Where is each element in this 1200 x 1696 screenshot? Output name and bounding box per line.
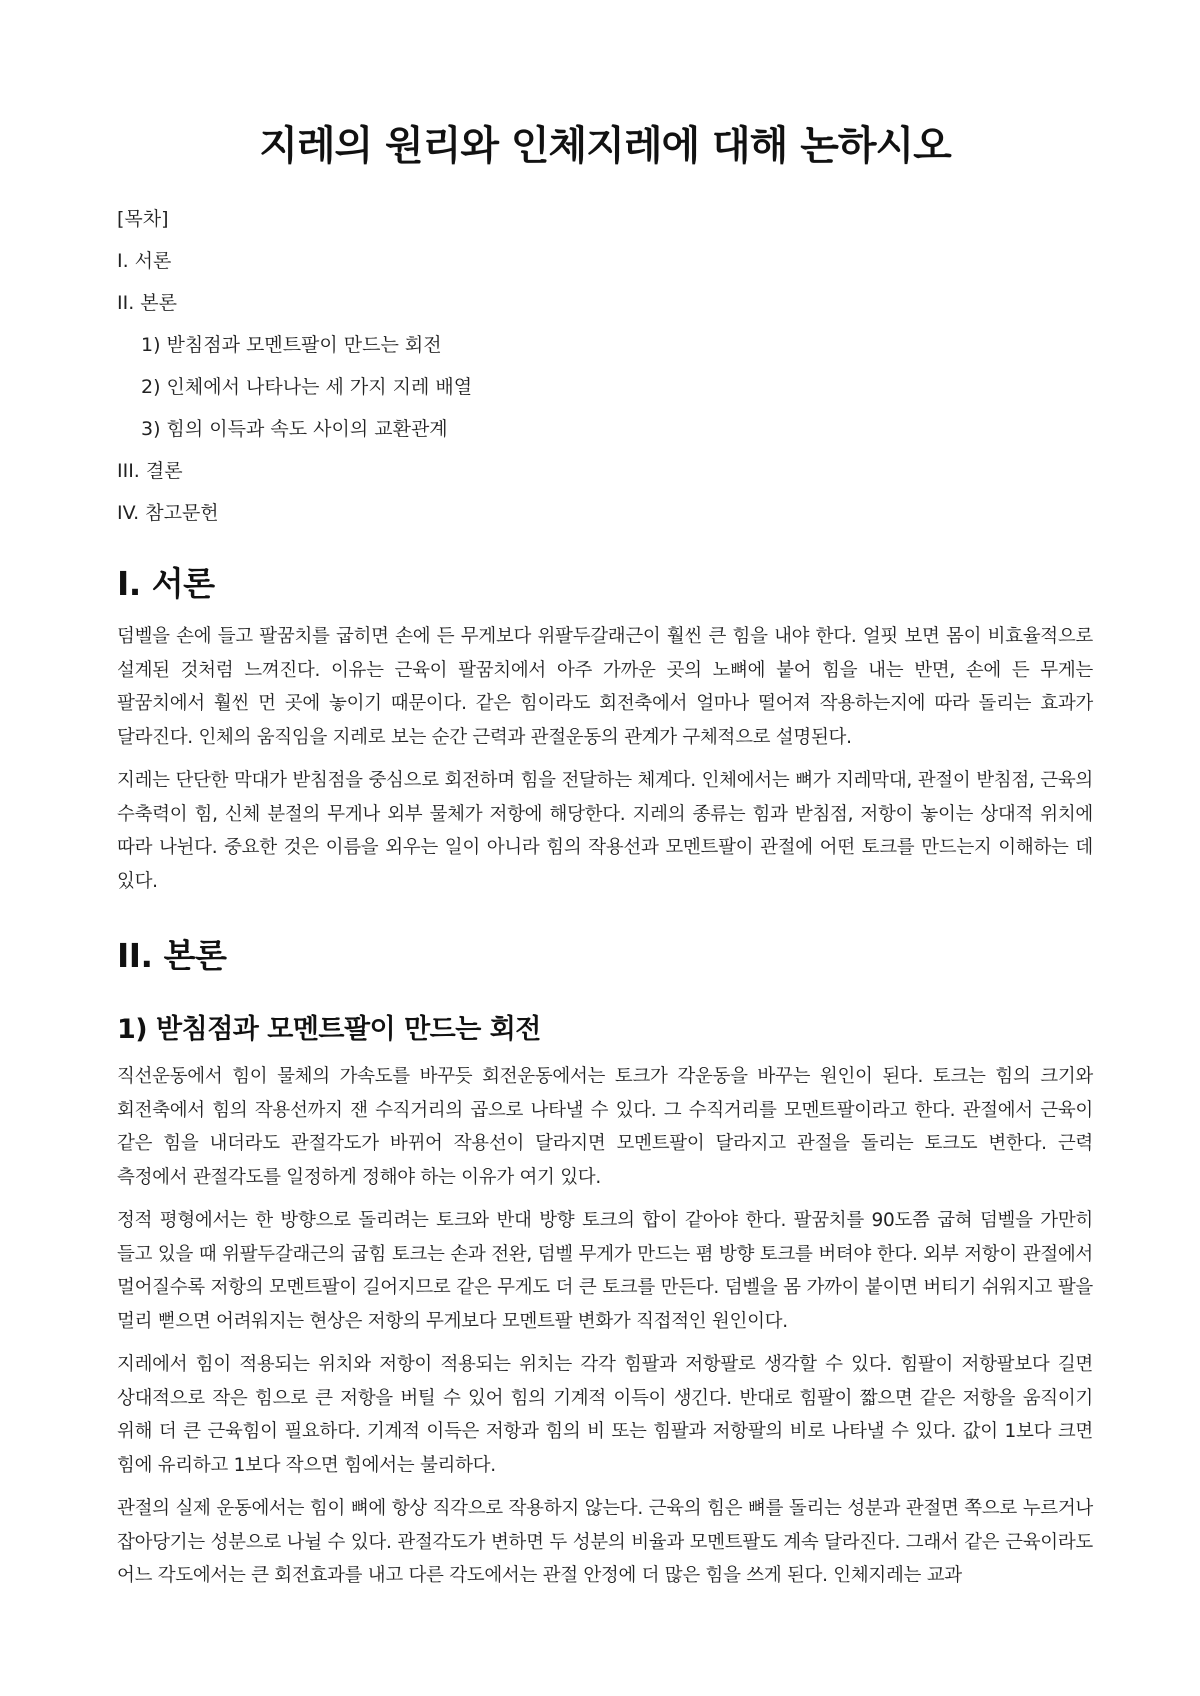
body-paragraph: 직선운동에서 힘이 물체의 가속도를 바꾸듯 회전운동에서는 토크가 각운동을 바꾸는 원인이 된다. 토크는 힘의 크기와 회전축에서 힘의 작용선까지 잰 수직거리의 곱으로 나타낼 수 있다. 그 수직거리를 모멘트팔이라고 한다. 관절에서 근육이 같은 힘을 내더라도 관절각도가 바뀌어 작용선이 달라지면 모멘트팔이 달라지고 관절을 돌리는 토크도 변한다. 근력 측정에서 관절각도를 일정하게 정해야 하는 이유가 여기 있다. [117,1066,1093,1188]
body-paragraph: 정적 평형에서는 한 방향으로 돌리려는 토크와 반대 방향 토크의 합이 같아야 한다. 팔꿈치를 90도쯤 굽혀 덤벨을 가만히 들고 있을 때 위팔두갈래근의 굽힘 토크는 손과 전완, 덤벨 무게가 만드는 폄 방향 토크를 버텨야 한다. 외부 저항이 관절에서 멀어질수록 저항의 모멘트팔이 길어지므로 같은 무게도 더 큰 토크를 만든다. 덤벨을 몸 가까이 붙이면 버티기 쉬워지고 팔을 멀리 뻗으면 어려워지는 현상은 저항의 무게보다 모멘트팔 변화가 직접적인 원인이다. [117,1210,1093,1332]
section-heading-intro: I. 서론 [117,564,215,603]
toc-item-body-3: 3) 힘의 이득과 속도 사이의 교환관계 [141,418,448,440]
toc-item-intro: I. 서론 [117,250,172,272]
section-heading-body: II. 본론 [117,936,227,975]
body-paragraph: 관절의 실제 운동에서는 힘이 뼈에 항상 직각으로 작용하지 않는다. 근육의 힘은 뼈를 돌리는 성분과 관절면 쪽으로 누르거나 잡아당기는 성분으로 나뉠 수 있다. 관절각도가 변하면 두 성분의 비율과 모멘트팔도 계속 달라진다. 그래서 같은 근육이라도 어느 각도에서는 큰 회전효과를 내고 다른 각도에서는 관절 안정에 더 많은 힘을 쓰게 된다. 인체지레는 교과 [117,1498,1093,1586]
body-paragraph: 지레에서 힘이 적용되는 위치와 저항이 적용되는 위치는 각각 힘팔과 저항팔로 생각할 수 있다. 힘팔이 저항팔보다 길면 상대적으로 작은 힘으로 큰 저항을 버틸 수 있어 힘의 기계적 이득이 생긴다. 반대로 힘팔이 짧으면 같은 저항을 움직이기 위해 더 큰 근육힘이 필요하다. 기계적 이득은 저항과 힘의 비 또는 힘팔과 저항팔의 비로 나타낼 수 있다. 값이 1보다 크면 힘에 유리하고 1보다 작으면 힘에서는 불리하다. [117,1354,1094,1476]
toc-item-body-1: 1) 받침점과 모멘트팔이 만드는 회전 [141,334,442,356]
table-of-contents [117,198,1093,534]
toc-item-body: II. 본론 [117,292,177,314]
intro-paragraph: 지레는 단단한 막대가 받침점을 중심으로 회전하며 힘을 전달하는 체계다. 인체에서는 뼈가 지레막대, 관절이 받침점, 근육의 수축력이 힘, 신체 분절의 무게나 외부 물체가 저항에 해당한다. 지레의 종류는 힘과 받침점, 저항이 놓이는 상대적 위치에 따라 나뉜다. 중요한 것은 이름을 외우는 일이 아니라 힘의 작용선과 모멘트팔이 관절에 어떤 토크를 만드는지 이해하는 데 있다. [117,770,1093,892]
subsection-heading-1: 1) 받침점과 모멘트팔이 만드는 회전 [117,1014,541,1045]
intro-paragraph: 덤벨을 손에 들고 팔꿈치를 굽히면 손에 든 무게보다 위팔두갈래근이 훨씬 큰 힘을 내야 한다. 얼핏 보면 몸이 비효율적으로 설계된 것처럼 느껴진다. 이유는 근육이 팔꿈치에서 아주 가까운 곳의 노뼈에 붙어 힘을 내는 반면, 손에 든 무게는 팔꿈치에서 훨씬 먼 곳에 놓이기 때문이다. 같은 힘이라도 회전축에서 얼마나 떨어져 작용하는지에 따라 돌리는 효과가 달라진다. 인체의 움직임을 지레로 보는 순간 근력과 관절운동의 관계가 구체적으로 설명된다. [117,626,1093,748]
toc-heading: [목차] [117,208,169,230]
toc-item-references: IV. 참고문헌 [117,502,219,524]
toc-item-body-2: 2) 인체에서 나타나는 세 가지 지레 배열 [141,376,473,398]
toc-item-conclusion: III. 결론 [117,460,183,482]
document-page [117,0,1093,1603]
document-title: 지레의 원리와 인체지레에 대해 논하시오 [259,123,951,169]
